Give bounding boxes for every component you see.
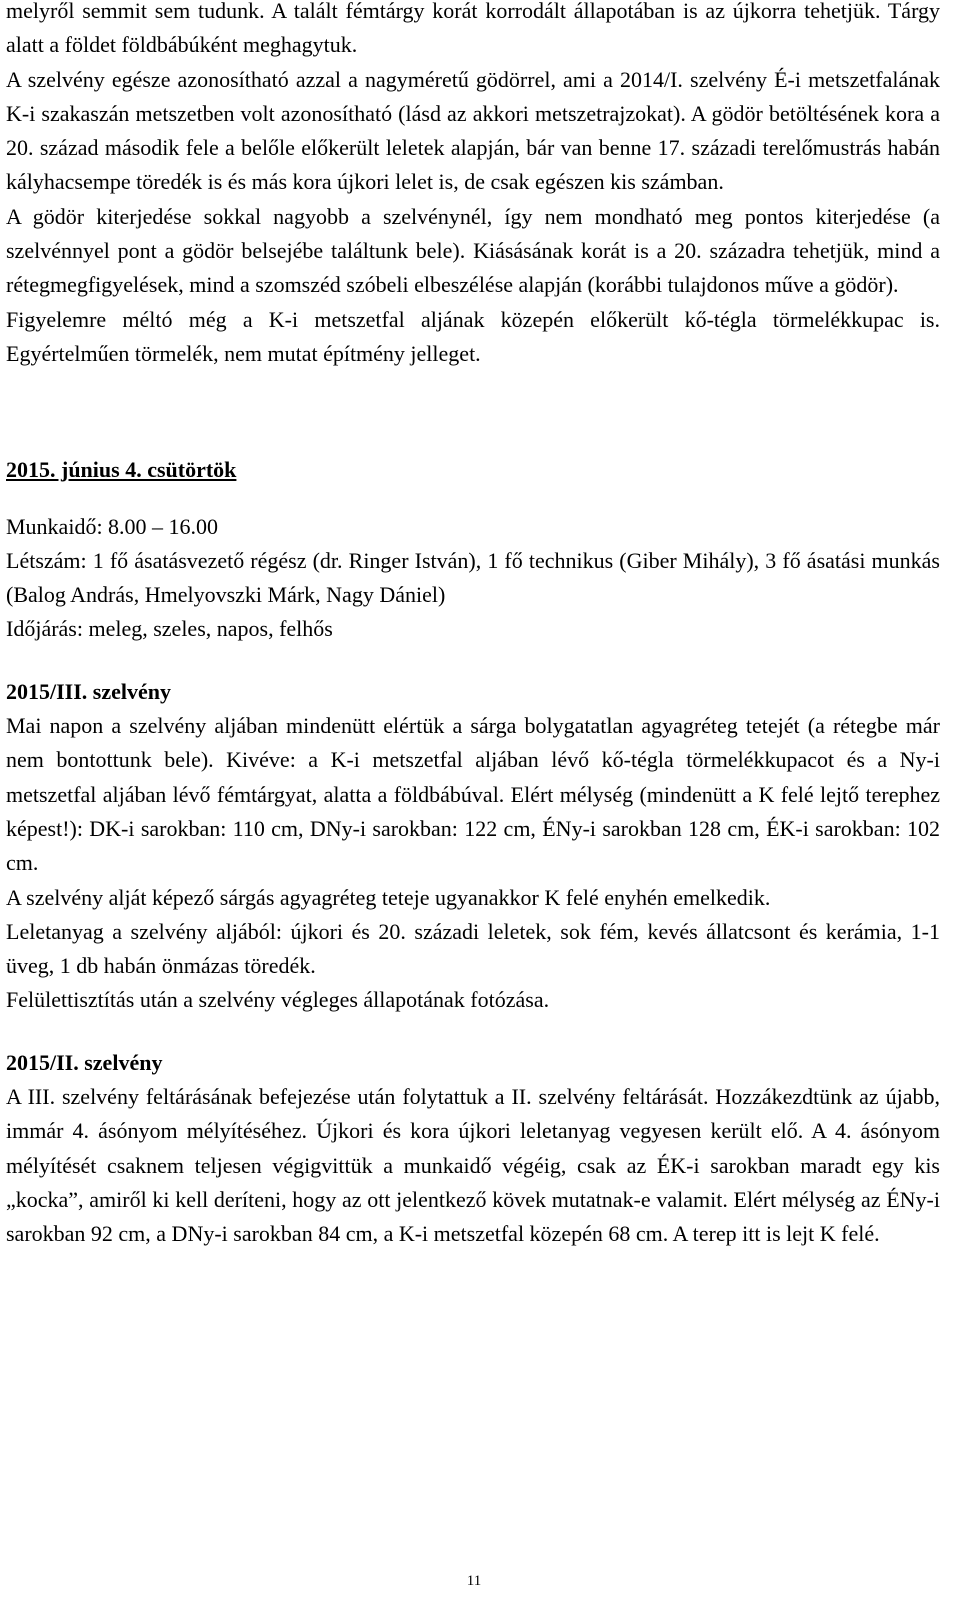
spacer	[6, 647, 940, 675]
spacer	[6, 371, 940, 453]
trench-iii-paragraph-2: A szelvény alját képező sárgás agyagréteg teteje ugyanakkor K felé enyhén emelkedik.	[6, 884, 771, 910]
section-heading-trench-ii: 2015/II. szelvény	[6, 1049, 163, 1075]
trench-iii-paragraph-3: Leletanyag a szelvény aljából: újkori és 20. századi leletek, sok fém, kevés állatcsont és kerámia, 1-1 üveg, 1 db habán önmázas töredék.	[6, 918, 940, 979]
section-heading-trench-iii: 2015/III. szelvény	[6, 678, 171, 704]
spacer	[6, 1018, 940, 1046]
intro-paragraph-3: A gödör kiterjedése sokkal nagyobb a szelvénynél, így nem mondható meg pontos kiterjedése (a szelvénnyel pont a gödör belsejébe találtunk bele). Kiásásának korát is a 20. századra tehetjük, mind a rétegmegfigyelések, mind a szomszéd szóbeli elbeszélése alapján (korábbi tulajdonos műve a gödör).	[6, 203, 940, 298]
trench-ii-paragraph-1: A III. szelvény feltárásának befejezése után folytattuk a II. szelvény feltárását. Hozzákezdtünk az újabb, immár 4. ásónyom mélyítéséhez. Újkori és kora újkori leletanyag vegyesen került elő. A 4. ásónyom mélyítését csaknem teljesen végigvittük a munkaidő végéig, csak az ÉK-i sarokban maradt egy kis „kocka”, amiről ki kell deríteni, hogy az ott jelentkező kövek mutatnak-e valamit. Elért mélység az ÉNy-i sarokban 92 cm, a DNy-i sarokban 84 cm, a K-i metszetfal közepén 68 cm. A terep itt is lejt K felé.	[6, 1084, 940, 1247]
intro-paragraph-4: Figyelemre méltó még a K-i metszetfal aljának közepén előkerült kő-tégla törmelékkupac is. Egyértelműen törmelék, nem mutat építmény jelleget.	[6, 306, 940, 366]
intro-text	[6, 0, 940, 371]
staff-list: Létszám: 1 fő ásatásvezető régész (dr. Ringer István), 1 fő technikus (Giber Mihály), 3 fő ásatási munkás (Balog András, Hmelyovszki Márk, Nagy Dániel)	[6, 547, 940, 608]
intro-paragraph-2: A szelvény egésze azonosítható azzal a nagyméretű gödörrel, ami a 2014/I. szelvény É-i metszetfalának K-i szakaszán metszetben volt azonosítható (lásd az akkori metszetrajzokat). A gödör betöltésének kora a 20. század második fele a belőle előkerült leletek alapján, bár van benne 17. századi terelőmustrás habán kályhacsempe töredék is és más kora újkori lelet is, de csak egészen kis számban.	[6, 66, 940, 195]
page-number: 11	[466, 1573, 482, 1589]
spacer	[6, 488, 940, 510]
work-hours: Munkaidő: 8.00 – 16.00	[6, 513, 219, 539]
weather: Időjárás: meleg, szeles, napos, felhős	[6, 616, 333, 642]
document-page	[6, 0, 940, 1252]
trench-iii-paragraph-4: Felülettisztítás után a szelvény végleges állapotának fotózása.	[6, 987, 550, 1013]
day-date-heading: 2015. június 4. csütörtök	[6, 457, 237, 483]
intro-paragraph-1: melyről semmit sem tudunk. A talált fémtárgy korát korrodált állapotában is az újkorra tehetjük. Tárgy alatt a földet földbábúként meghagytuk.	[6, 0, 940, 58]
trench-iii-paragraph-1: Mai napon a szelvény aljában mindenütt elértük a sárga bolygatatlan agyagréteg tetejét (a rétegbe már nem bontottunk bele). Kivéve: a K-i metszetfal aljában lévő kő-tégla törmelékkupacot és a Ny-i metszetfal aljában lévő fémtárgyat, alatta a földbábúval. Elért mélység (mindenütt a K felé lejtő terephez képest!): DK-i sarokban: 110 cm, DNy-i sarokban: 122 cm, ÉNy-i sarokban 128 cm, ÉK-i sarokban: 102 cm.	[6, 713, 940, 876]
